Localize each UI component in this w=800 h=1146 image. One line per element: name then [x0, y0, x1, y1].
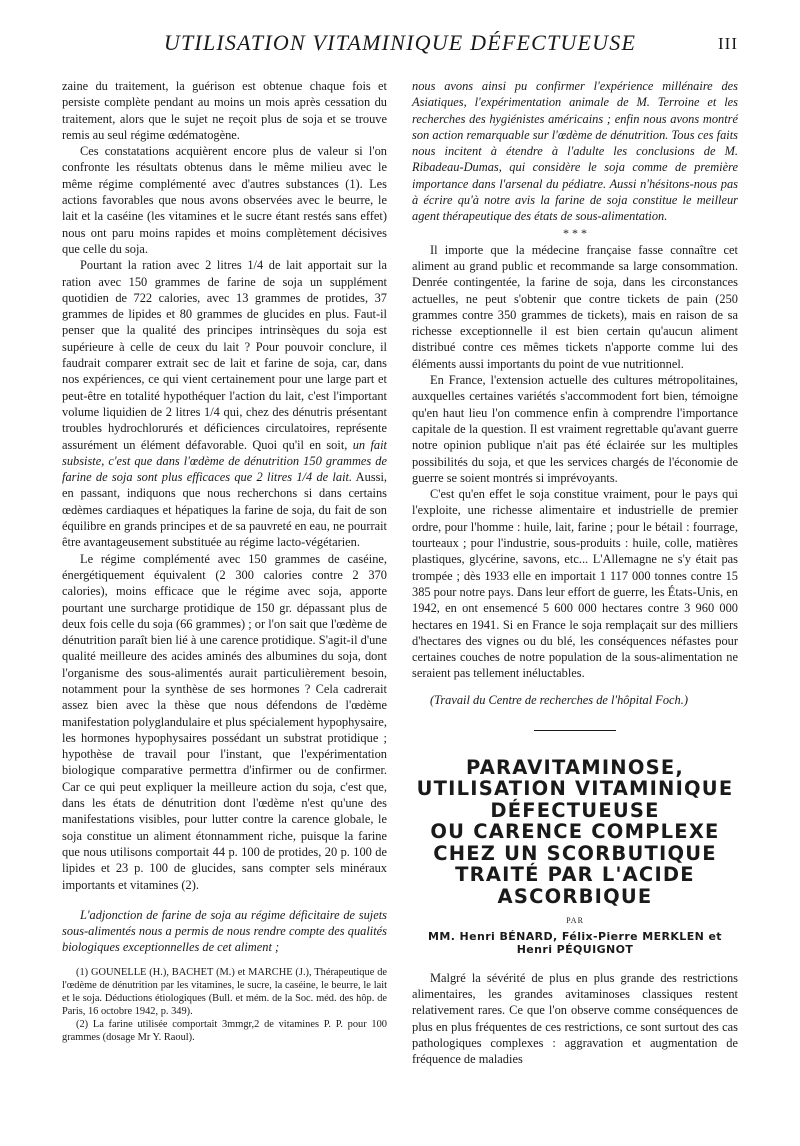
paragraph: Le régime complémenté avec 150 grammes de caséine, énergétiquement équivalent (2 300 calories contre 2 370 calories), moins efficace que le régime avec soja, apporte pourtant une surcharge protidique de 150 gr. dépassant plus de deux fois celle du soja (66 grammes) ; or l'on sait que l'œdème de dénutrition paraît bien lié à une carence protidique. S'agit-il d'une qualité meilleure des acides aminés des albumines du soja, dont l'organisme des sous-alimentés aurait particulièrement besoin, notamment pour la synthèse de ses hormones ? Cela cadrerait assez bien avec la thèse que nous défendons de l'œdème manifestation polyglandulaire et plus spécialement hypophysaire, les hormones hypophysaires possédant un substrat protidique ; hypothèse de travail pour l'instant, que l'expérimentation biologique comparative permettra d'infirmer ou de confirmer. Car ce qui peut expliquer la meilleure action du soja, c'est que, dans les états de dénutrition dont l'œdème n'est qu'une des manifestations visibles, pour lutter contre la carence globale, le soja constitue un aliment étonnamment riche, puisque la farine que nous utilisons comportait 44 p. 100 de protides, 20 p. 100 de lipides et 23 p. 100 de glucides, sans compter sels minéraux importants et vitamines (2). — [62, 551, 387, 892]
paragraph: Ces constatations acquièrent encore plus de valeur si l'on confronte les résultats obtenus dans le même milieu avec le même régime complémenté avec d'autres substances (1). Les actions favorables que nous avons observées avec le beurre, le lait et la caséine (les vitamines et le sucre étant restés sans effet) nous ont paru moins rapides et moins complètement décisives que celle du soja. — [62, 144, 387, 256]
paragraph-text: Pourtant la ration avec 2 litres 1/4 de lait apportait sur la ration avec 150 grammes de farine de soja un supplément quotidien de 722 calories, avec 13 grammes de protides, 37 grammes de lipides et 80 grammes de glucides en plus. Faut-il penser que la qualité des principes intrinsèques du soja est supérieure à celle de ceux du lait ? Pour pouvoir conclure, il faudrait comparer extrait sec de lait et farine de soja, car, dans nos expériences, ce qui vient certainement pour une large part et peut-être en totalité hypothéquer l'action du lait, c'est l'important volume liquidien de 2 litres 1/4 qui, chez des dénutris présentant troubles hydrochlorurés et déficiences circulatoires, représente assurément un élément défavorable. — [62, 258, 387, 452]
footnotes — [62, 966, 387, 1044]
left-column — [62, 78, 387, 1044]
footnote: (2) La farine utilisée comportait 3mmgr,2 de vitamines P. P. pour 100 grammes (dosage Mr Y. Raoul). — [62, 1018, 387, 1043]
spacer — [62, 956, 387, 966]
credit-line: (Travail du Centre de recherches de l'hôpital Foch.) — [430, 692, 688, 707]
article-title-line: DÉFECTUEUSE — [490, 798, 660, 822]
article-title — [412, 757, 738, 908]
running-title: UTILISATION VITAMINIQUE DÉFECTUEUSE — [163, 30, 637, 55]
paragraph: Il importe que la médecine française fasse connaître cet aliment au grand public et recommande sa large consommation. Denrée contingentée, la farine de soja, dans les circonstances actuelles, ne peut s'obtenir que contre tickets de pain (250 grammes contre 350 grammes de tickets), mais en raison de sa richesse exceptionnelle il est bien certain qu'aucun aliment distribué contre ces mêmes tickets n'apporte comme lui des éléments aussi importants du point de vue nutritionnel. — [412, 242, 738, 371]
article-title-line: UTILISATION VITAMINIQUE — [416, 777, 734, 801]
italic-paragraph: nous avons ainsi pu confirmer l'expérience millénaire des Asiatiques, l'expérimentation animale de M. Terroine et les recherches des hygiénistes américains ; enfin nous avons montré son action remarquable sur l'œdème de dénutrition. Tous ces faits nous incitent à étendre à l'adulte les conclusions de M. Ribadeau-Dumas, qui considère le soja comme de première importance dans l'arsenal du pédiatre. Aussi n'hésitons-nous pas à écrire qu'à notre avis la farine de soja constitue le meilleur agent thérapeutique des états de sous-alimentation. — [412, 79, 738, 224]
article-title-line: ASCORBIQUE — [497, 884, 653, 908]
paragraph: En France, l'extension actuelle des cultures métropolitaines, auxquelles certaines variétés s'accommodent fort bien, témoigne qu'en haut lieu l'on commence enfin à comprendre l'importance capitale de la question. Il est vraiment regrettable qu'avant guerre notre opinion publique n'ait pas été éclairée sur les multiples possibilités du soja, et que les services chargés de l'économie de guerre se soient montrés si imprévoyants. — [412, 373, 738, 485]
spacer — [412, 956, 738, 970]
article-title-line: PARAVITAMINOSE, — [466, 755, 684, 779]
italic-paragraph: L'adjonction de farine de soja au régime déficitaire de sujets sous-alimentés nous a permis de nous rendre compte des qualités biologiques exceptionnelles de cet aliment ; — [62, 907, 387, 955]
authors-line: Henri PÉQUIGNOT — [516, 942, 634, 956]
paragraph — [62, 257, 387, 550]
paragraph: zaine du traitement, la guérison est obtenue chaque fois et persiste complète pendant au moins un mois après cessation du traitement, alors que le sujet ne reçoit plus de soja et se trouve remis au seul régime œdématogène. — [62, 79, 387, 142]
paragraph-text: Quoi qu'il en soit, — [252, 437, 348, 452]
page-header — [0, 30, 800, 70]
section-separator: * * * — [563, 225, 587, 240]
emphasis-text: un fait subsiste, c'est que dans l'œdème de dénutrition 150 grammes de farine de soja sont plus efficaces que 2 litres 1/4 de lait. — [62, 437, 387, 485]
article-intro: Malgré la sévérité de plus en plus grande des restrictions alimentaires, les grandes avitaminoses classiques restent relativement rares. Ce que l'on observe comme conséquences de plus en plus fréquentes de ces restrictions, ce sont surtout des cas pathologiques complexes : aggravation et augmentation de fréquence de maladies — [412, 970, 738, 1067]
article-title-line: TRAITÉ PAR L'ACIDE — [455, 863, 695, 887]
divider — [534, 730, 616, 731]
footnote: (1) GOUNELLE (H.), BACHET (M.) et MARCHE (J.), Thérapeutique de l'œdème de dénutrition par les vitamines, le sucre, la caséine, le beurre, le lait et le soja. Déductions étiologiques (Bull. et mém. de la Soc. méd. des hôp. de Paris, 16 octobre 1942, p. 349). — [62, 966, 387, 1017]
article-title-line: OU CARENCE COMPLEXE — [430, 820, 720, 844]
page-number: III — [718, 34, 738, 53]
paragraph: C'est qu'en effet le soja constitue vraiment, pour le pays qui l'exploite, une richesse alimentaire et industrielle de premier ordre, pour l'homme : huile, lait, farine ; pour le bétail : fourrage, tourteaux ; pour l'industrie, sous-produits : huile, colle, matières plastiques, glycérine, savons, etc... L'Allemagne ne s'y était pas trompée ; dès 1933 elle en importait 1 117 000 tonnes contre 15 385 pour notre pays. Dans leur effort de guerre, les États-Unis, en 1942, en ont ensemencé 5 600 000 hectares contre 3 960 000 hectares en 1941. Si en France le soja remplaçait sur des milliers d'hectares des vignes ou du blé, les conséquences néfastes pour certaines couches de notre population de la sous-alimentation ne seraient pas tellement inéluctables. — [412, 487, 738, 681]
authors-line: MM. Henri BÉNARD, Félix-Pierre MERKLEN et — [428, 929, 722, 943]
right-column — [412, 78, 738, 1068]
byline-par: PAR — [566, 916, 584, 926]
paragraph-text: Aussi, en passant, indiquons que nous recherchons si dans certains œdèmes cardiaques et hépatiques la farine de soja, du fait de son équilibre en grands principes et de sa pauvreté en eau, ne pourrait être avantageusement substituée au régime lacto-végétarien. — [62, 470, 387, 550]
spacer — [412, 682, 738, 692]
article-title-line: CHEZ UN SCORBUTIQUE — [433, 841, 717, 865]
spacer — [62, 893, 387, 907]
